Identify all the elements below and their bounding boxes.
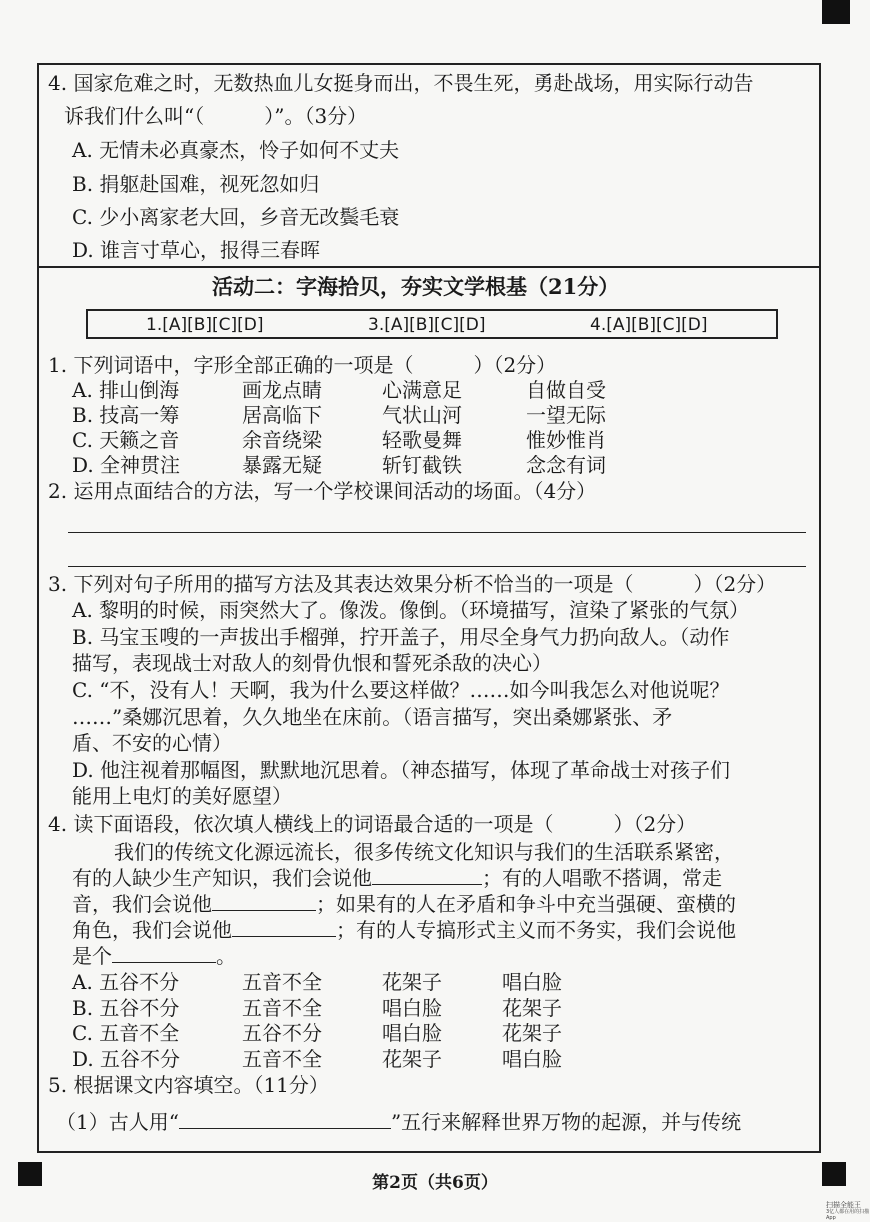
q4-row-d-3: 花架子 xyxy=(382,1047,442,1071)
q4-row-c-2: 五谷不分 xyxy=(242,1021,322,1045)
q1-row-b-2: 居高临下 xyxy=(242,403,322,427)
q1-row-c-4: 惟妙惟肖 xyxy=(526,428,606,452)
q5-stem: 5. 根据课文内容填空。（11分） xyxy=(48,1073,329,1097)
answer-box xyxy=(86,309,778,339)
q4-passage-line5: 是个 。 xyxy=(72,944,236,968)
q4-row-d-1: D. 五谷不分 xyxy=(72,1047,181,1071)
q4-row-d-2: 五音不全 xyxy=(242,1047,322,1071)
q1-row-c-2: 余音绕梁 xyxy=(242,428,322,452)
answer-bubble-q3[interactable]: 3.[A][B][C][D] xyxy=(368,315,486,335)
scanner-logo: 扫描全能王 3亿人都在用的扫描App xyxy=(826,1201,870,1221)
q2-stem: 2. 运用点面结合的方法，写一个学校课间活动的场面。（4分） xyxy=(48,479,597,503)
q4-prev-option-d: D. 谁言寸草心，报得三春晖 xyxy=(72,238,321,262)
q4-row-b-3: 唱白脸 xyxy=(382,996,442,1020)
q5-item1: （1）古人用“ ”五行来解释世界万物的起源，并与传统 xyxy=(56,1110,742,1134)
q1-stem: 1. 下列词语中，字形全部正确的一项是（ ）（2分） xyxy=(48,353,557,377)
q4-row-b-4: 花架子 xyxy=(502,996,562,1020)
q3-stem: 3. 下列对句子所用的描写方法及其表达效果分析不恰当的一项是（ ）（2分） xyxy=(48,572,777,596)
q4-row-a-2: 五音不全 xyxy=(242,970,322,994)
q4-row-a-3: 花架子 xyxy=(382,970,442,994)
q4-passage-line4: 角色，我们会说他 ；有的人专搞形式主义而不务实，我们会说他 xyxy=(72,918,736,942)
q4-passage-line3: 音，我们会说他 ；如果有的人在矛盾和争斗中充当强硬、蛮横的 xyxy=(72,892,736,916)
section-divider xyxy=(37,266,821,268)
q1-row-b-1: B. 技高一筹 xyxy=(72,403,180,427)
q1-row-c-1: C. 天籁之音 xyxy=(72,428,180,452)
q4-row-c-3: 唱白脸 xyxy=(382,1021,442,1045)
q4-blank-2[interactable] xyxy=(212,910,316,911)
q4-row-b-2: 五音不全 xyxy=(242,996,322,1020)
answer-bubble-q4[interactable]: 4.[A][B][C][D] xyxy=(590,315,708,335)
q4-prev-option-c: C. 少小离家老大回，乡音无改鬓毛衰 xyxy=(72,205,400,229)
q1-row-b-3: 气状山河 xyxy=(382,403,462,427)
q1-row-d-1: D. 全神贯注 xyxy=(72,453,181,477)
page-number: 第2页（共6页） xyxy=(372,1173,498,1193)
corner-marker-top-right xyxy=(822,0,850,24)
q3-option-b-line1: B. 马宝玉嗖的一声拔出手榴弹，拧开盖子，用尽全身气力扔向敌人。（动作 xyxy=(72,625,730,649)
q4-row-a-1: A. 五谷不分 xyxy=(72,970,180,994)
q4-row-b-1: B. 五谷不分 xyxy=(72,996,180,1020)
q4-prev-option-a: A. 无情未必真豪杰，怜子如何不丈夫 xyxy=(72,138,400,162)
q4-blank-1[interactable] xyxy=(372,884,482,885)
q1-row-d-2: 暴露无疑 xyxy=(242,453,322,477)
q1-row-a-3: 心满意足 xyxy=(382,378,462,402)
q1-row-c-3: 轻歌曼舞 xyxy=(382,428,462,452)
q4-row-c-4: 花架子 xyxy=(502,1021,562,1045)
q1-row-d-3: 斩钉截铁 xyxy=(382,453,462,477)
q3-option-c-line1: C. “不，没有人！天啊，我为什么要这样做？……如今叫我怎么对他说呢？ xyxy=(72,678,730,702)
q1-row-a-2: 画龙点睛 xyxy=(242,378,322,402)
q4-blank-3[interactable] xyxy=(232,936,336,937)
q4-prev-stem-line1: 4. 国家危难之时，无数热血儿女挺身而出，不畏生死，勇赴战场，用实际行动告 xyxy=(48,71,754,95)
q2-writing-line-2[interactable] xyxy=(68,566,806,567)
q1-row-d-4: 念念有词 xyxy=(526,453,606,477)
q4-passage-line1: 我们的传统文化源远流长，很多传统文化知识与我们的生活联系紧密， xyxy=(114,840,734,864)
q3-option-c-line3: 盾、不安的心情） xyxy=(72,731,232,755)
q3-option-b-line2: 描写，表现战士对敌人的刻骨仇恨和誓死杀敌的决心） xyxy=(72,651,552,675)
activity2-title: 活动二：字海拾贝，夯实文学根基（21分） xyxy=(212,274,620,299)
q4-row-a-4: 唱白脸 xyxy=(502,970,562,994)
q3-option-a: A. 黎明的时候，雨突然大了。像泼。像倒。（环境描写，渲染了紧张的气氛） xyxy=(72,598,750,622)
q4-passage-line2: 有的人缺少生产知识，我们会说他 ；有的人唱歌不搭调，常走 xyxy=(72,866,722,890)
q4-row-c-1: C. 五音不全 xyxy=(72,1021,180,1045)
q1-row-a-1: A. 排山倒海 xyxy=(72,378,180,402)
q3-option-d-line2: 能用上电灯的美好愿望） xyxy=(72,784,292,808)
q4-row-d-4: 唱白脸 xyxy=(502,1047,562,1071)
q2-writing-line-1[interactable] xyxy=(68,532,806,533)
q4-prev-stem-line2: 诉我们什么叫“（ ）”。（3分） xyxy=(64,104,368,128)
q1-row-a-4: 自做自受 xyxy=(526,378,606,402)
q3-option-d-line1: D. 他注视着那幅图，默默地沉思着。（神态描写，体现了革命战士对孩子们 xyxy=(72,758,731,782)
q4-prev-option-b: B. 捐躯赴国难，视死忽如归 xyxy=(72,172,320,196)
q4-blank-4[interactable] xyxy=(112,962,216,963)
q1-row-b-4: 一望无际 xyxy=(526,403,606,427)
q5-blank-1[interactable] xyxy=(179,1128,391,1129)
answer-bubble-q1[interactable]: 1.[A][B][C][D] xyxy=(146,315,264,335)
q3-option-c-line2: ……”桑娜沉思着，久久地坐在床前。（语言描写，突出桑娜紧张、矛 xyxy=(72,705,673,729)
q4-stem: 4. 读下面语段，依次填人横线上的词语最合适的一项是（ ）（2分） xyxy=(48,812,697,836)
